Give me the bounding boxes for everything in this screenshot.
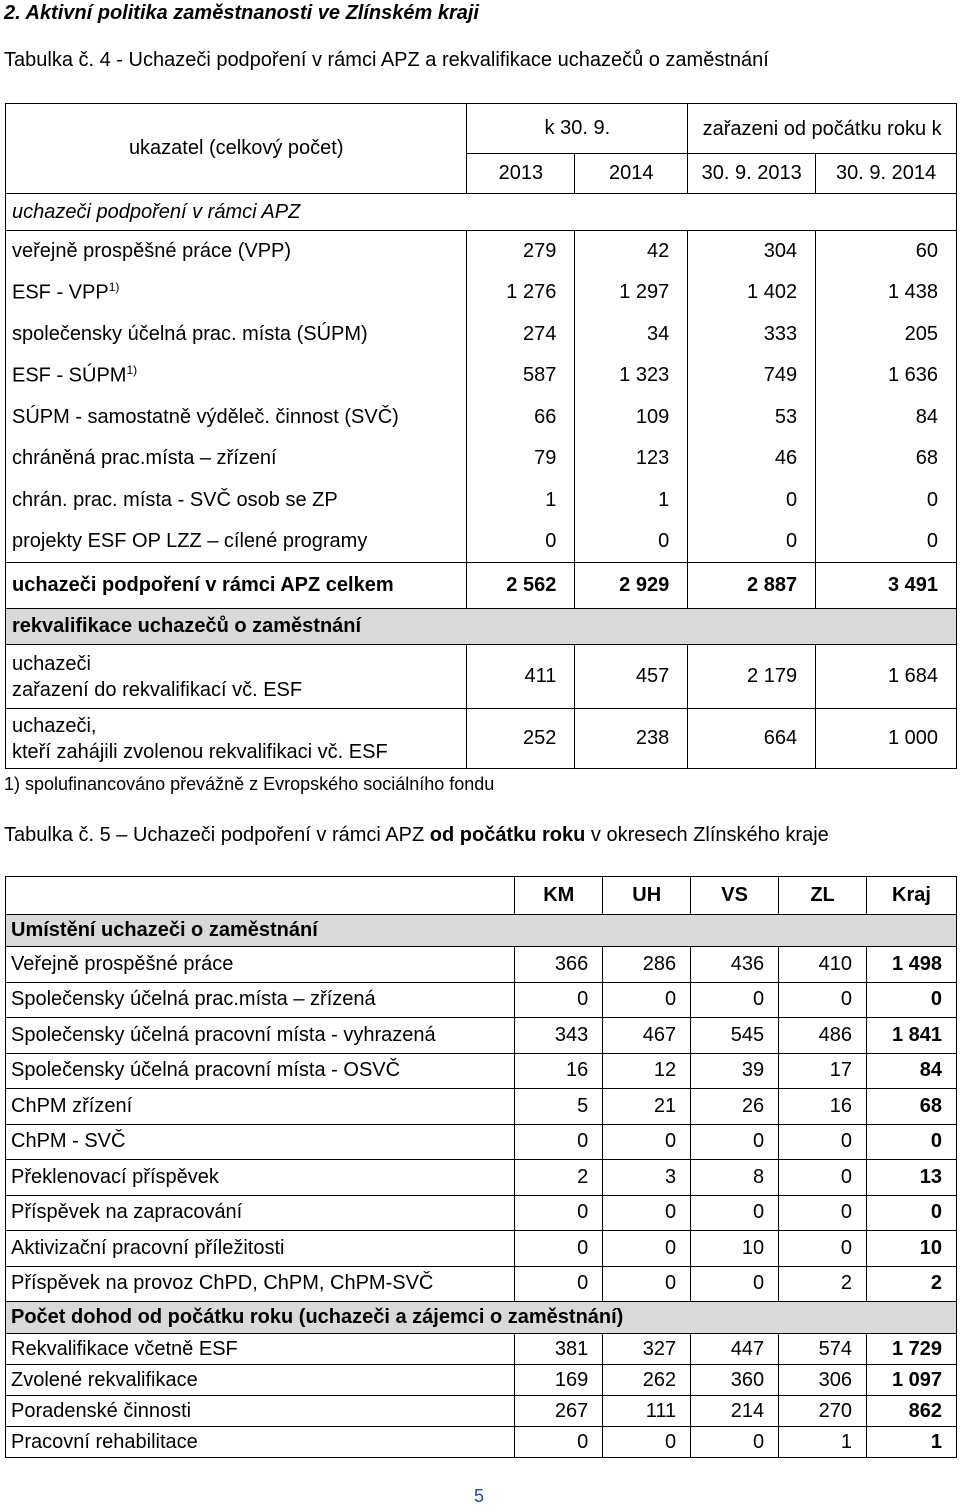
table4 (5, 103, 957, 769)
table4-cell: 0 (688, 521, 816, 563)
table4-cell: 84 (816, 397, 957, 439)
table4-cell: 1 438 (816, 272, 957, 314)
table5-row (6, 1160, 957, 1196)
table5-cell: 39 (691, 1053, 779, 1089)
table4-cell: 53 (688, 397, 816, 439)
table4-cell: 1 684 (816, 645, 957, 709)
table5-cell: 0 (515, 1195, 603, 1231)
table5-cell: 16 (515, 1053, 603, 1089)
table5-kraj-cell: 68 (867, 1089, 957, 1125)
table5-cell: 447 (691, 1334, 779, 1365)
table5-cell: 574 (779, 1334, 867, 1365)
table5-cell: 5 (515, 1089, 603, 1125)
table4-cell: 457 (575, 645, 688, 709)
footnote-marker: 1) (108, 280, 120, 295)
table5-cell: 0 (603, 1231, 691, 1267)
table4-cell: 1 402 (688, 272, 816, 314)
table4-cell: 109 (575, 397, 688, 439)
table5-cell: 343 (515, 1018, 603, 1054)
table5-cell: 2 (779, 1266, 867, 1302)
table5-cell: 0 (603, 1124, 691, 1160)
table4-col-4: 30. 9. 2014 (816, 154, 957, 194)
table4-cell: 1 636 (816, 355, 957, 397)
table5-cell: 0 (779, 1231, 867, 1267)
table4-cell: 279 (467, 231, 575, 273)
table4-cell: 0 (816, 480, 957, 522)
row-label-text: ESF - VPP (12, 282, 109, 305)
rekval-line2: zařazení do rekvalifikací vč. ESF (12, 678, 303, 701)
table5-cell: 21 (603, 1089, 691, 1125)
table4-cell: 587 (467, 355, 575, 397)
table5-cell: 1 (779, 1427, 867, 1458)
table5-cell: 0 (779, 1160, 867, 1196)
table5-cell: 0 (603, 1195, 691, 1231)
table4-header-label: ukazatel (celkový počet) (6, 104, 467, 194)
table5-caption-part: Tabulka č. 5 – Uchazeči podpoření v rámci APZ (4, 824, 430, 846)
table5-cell: 0 (515, 1266, 603, 1302)
table4-row (6, 480, 957, 522)
table4-cell: 1 297 (575, 272, 688, 314)
table4-cell: 664 (688, 709, 816, 769)
table4-cell: 274 (467, 314, 575, 356)
table4-row (6, 314, 957, 356)
table4-group2: zařazeni od počátku roku k (688, 104, 957, 154)
table5-row (6, 1334, 957, 1365)
table5-col-zl: ZL (779, 877, 867, 915)
table4-group1: k 30. 9. (467, 104, 688, 154)
table4-cell: 238 (575, 709, 688, 769)
table4-row-label (6, 355, 467, 397)
table4-cell: 333 (688, 314, 816, 356)
table5-row-label: Příspěvek na provoz ChPD, ChPM, ChPM-SVČ (6, 1266, 515, 1302)
table5-cell: 0 (691, 1266, 779, 1302)
table5-cell: 410 (779, 947, 867, 983)
table5-row-label: Rekvalifikace včetně ESF (6, 1334, 515, 1365)
table4-cell: 205 (816, 314, 957, 356)
table5-row (6, 1266, 957, 1302)
table4-row (6, 521, 957, 563)
row-label-text: projekty ESF OP LZZ – cílené programy (12, 530, 368, 552)
table5-row-label: Společensky účelná pracovní místa - vyhrazená (6, 1018, 515, 1054)
table4-cell: 411 (467, 645, 575, 709)
table5-row-label: Aktivizační pracovní příležitosti (6, 1231, 515, 1267)
table4-cell: 34 (575, 314, 688, 356)
table5-cell: 486 (779, 1018, 867, 1054)
table4-rekval-label (6, 709, 467, 769)
table4-row-label (6, 397, 467, 439)
table5-section-dohody: Počet dohod od počátku roku (uchazeči a zájemci o zaměstnání) (6, 1302, 957, 1334)
table4-cell: 79 (467, 438, 575, 480)
table5-col-vs: VS (691, 877, 779, 915)
table4-row-label (6, 438, 467, 480)
table4-cell: 1 276 (467, 272, 575, 314)
table4-total-value: 3 491 (816, 563, 957, 609)
table5-cell: 111 (603, 1396, 691, 1427)
table5-cell: 0 (691, 1124, 779, 1160)
table4-col-1: 2013 (467, 154, 575, 194)
table5-kraj-cell: 1 498 (867, 947, 957, 983)
table5-cell: 0 (515, 1124, 603, 1160)
table5-row (6, 1053, 957, 1089)
table4-cell: 749 (688, 355, 816, 397)
table5-caption-part: v okresech Zlínského kraje (585, 824, 829, 846)
table5-kraj-cell: 1 (867, 1427, 957, 1458)
table5-row-label: ChPM - SVČ (6, 1124, 515, 1160)
table4-rekval-label (6, 645, 467, 709)
rekval-line1: uchazeči, (12, 714, 97, 737)
table4-col-2: 2014 (575, 154, 688, 194)
table4-cell: 60 (816, 231, 957, 273)
table5-cell: 0 (515, 982, 603, 1018)
table5-row (6, 1427, 957, 1458)
table5-row (6, 1365, 957, 1396)
table5-cell: 467 (603, 1018, 691, 1054)
table5-cell: 436 (691, 947, 779, 983)
rekval-line2: kteří zahájili zvolenou rekvalifikaci vč. ESF (12, 740, 388, 763)
table4-cell: 304 (688, 231, 816, 273)
table5-cell: 0 (691, 982, 779, 1018)
table5-corner (6, 877, 515, 915)
row-label-text: chrán. prac. místa - SVČ osob se ZP (12, 488, 338, 511)
row-label-text: SÚPM - samostatně výděleč. činnost (SVČ) (12, 405, 399, 428)
table5-cell: 270 (779, 1396, 867, 1427)
table5-cell: 26 (691, 1089, 779, 1125)
row-label-text: veřejně prospěšné práce (VPP) (12, 240, 292, 262)
table5-row (6, 1396, 957, 1427)
table5-kraj-cell: 1 729 (867, 1334, 957, 1365)
table5-cell: 381 (515, 1334, 603, 1365)
table5-row-label: Veřejně prospěšné práce (6, 947, 515, 983)
table4-total-value: 2 929 (575, 563, 688, 609)
table4-row (6, 355, 957, 397)
table5-row-label: Zvolené rekvalifikace (6, 1365, 515, 1396)
table5-row (6, 982, 957, 1018)
table5-cell: 8 (691, 1160, 779, 1196)
table4-cell: 1 323 (575, 355, 688, 397)
table5-row (6, 1089, 957, 1125)
table5-kraj-cell: 2 (867, 1266, 957, 1302)
table4-row (6, 438, 957, 480)
table5-cell: 3 (603, 1160, 691, 1196)
table4-cell: 66 (467, 397, 575, 439)
table5-kraj-cell: 0 (867, 1124, 957, 1160)
table5-row (6, 1195, 957, 1231)
table4-total-label: uchazeči podpoření v rámci APZ celkem (6, 563, 467, 609)
row-label-text: ESF - SÚPM (12, 365, 127, 388)
table5-kraj-cell: 10 (867, 1231, 957, 1267)
table5-caption-bold: od počátku roku (429, 824, 586, 846)
table4-row-label (6, 272, 467, 314)
table5-cell: 0 (779, 1124, 867, 1160)
table5-cell: 0 (515, 1231, 603, 1267)
table5-kraj-cell: 84 (867, 1053, 957, 1089)
table5-row (6, 947, 957, 983)
table4-total-value: 2 887 (688, 563, 816, 609)
row-label-text: společensky účelná prac. místa (SÚPM) (12, 322, 368, 345)
table5-cell: 0 (603, 1427, 691, 1458)
table5-cell: 327 (603, 1334, 691, 1365)
table4-row-label (6, 314, 467, 356)
table4-cell: 0 (688, 480, 816, 522)
table5-cell: 545 (691, 1018, 779, 1054)
table5-cell: 0 (515, 1427, 603, 1458)
table5-row-label: Společensky účelná pracovní místa - OSVČ (6, 1053, 515, 1089)
section-heading: 2. Aktivní politika zaměstnanosti ve Zlínském kraji (4, 2, 479, 24)
table5-cell: 0 (779, 1195, 867, 1231)
table4-cell: 68 (816, 438, 957, 480)
table5-col-kraj: Kraj (867, 877, 957, 915)
table4-cell: 1 (575, 480, 688, 522)
table5-cell: 16 (779, 1089, 867, 1125)
table5-section-umisteni: Umístění uchazeči o zaměstnání (6, 915, 957, 947)
table5-cell: 169 (515, 1365, 603, 1396)
table5-cell: 0 (691, 1195, 779, 1231)
table5-row-label: Příspěvek na zapracování (6, 1195, 515, 1231)
table4-cell: 123 (575, 438, 688, 480)
table5-cell: 0 (691, 1427, 779, 1458)
table5-kraj-cell: 0 (867, 982, 957, 1018)
table5-row-label: Překlenovací příspěvek (6, 1160, 515, 1196)
table5-cell: 306 (779, 1365, 867, 1396)
table4-col-3: 30. 9. 2013 (688, 154, 816, 194)
table4-section-apz: uchazeči podpoření v rámci APZ (6, 194, 957, 231)
table4-cell: 0 (467, 521, 575, 563)
table4-cell: 2 179 (688, 645, 816, 709)
table5-cell: 2 (515, 1160, 603, 1196)
table5-col-uh: UH (603, 877, 691, 915)
table5-row-label: Pracovní rehabilitace (6, 1427, 515, 1458)
table5-cell: 360 (691, 1365, 779, 1396)
table4-cell: 42 (575, 231, 688, 273)
table5-cell: 366 (515, 947, 603, 983)
table5-kraj-cell: 862 (867, 1396, 957, 1427)
table5-cell: 214 (691, 1396, 779, 1427)
table4-section-rekval: rekvalifikace uchazečů o zaměstnání (6, 609, 957, 645)
table5-row (6, 1231, 957, 1267)
table5-row (6, 1018, 957, 1054)
table4-caption: Tabulka č. 4 - Uchazeči podpoření v rámci APZ a rekvalifikace uchazečů o zaměstnání (4, 49, 769, 71)
table4-total-value: 2 562 (467, 563, 575, 609)
table5-caption (4, 821, 956, 849)
table5-cell: 286 (603, 947, 691, 983)
page-number: 5 (474, 1486, 485, 1506)
table4-cell: 0 (575, 521, 688, 563)
table5-kraj-cell: 0 (867, 1195, 957, 1231)
table4-row-label (6, 521, 467, 563)
table4-cell: 46 (688, 438, 816, 480)
table4-row (6, 231, 957, 273)
footnote-marker: 1) (126, 363, 138, 378)
table5-row (6, 1124, 957, 1160)
table5-cell: 10 (691, 1231, 779, 1267)
table4-cell: 252 (467, 709, 575, 769)
table5-cell: 12 (603, 1053, 691, 1089)
table5-kraj-cell: 1 841 (867, 1018, 957, 1054)
table5-kraj-cell: 13 (867, 1160, 957, 1196)
rekval-line1: uchazeči (12, 652, 91, 675)
table5-col-km: KM (515, 877, 603, 915)
table5-cell: 267 (515, 1396, 603, 1427)
table4-cell: 1 000 (816, 709, 957, 769)
table4-row-label (6, 231, 467, 273)
table5-cell: 0 (603, 1266, 691, 1302)
table5-row-label: Poradenské činnosti (6, 1396, 515, 1427)
row-label-text: chráněná prac.místa – zřízení (12, 447, 277, 470)
table5-cell: 0 (603, 982, 691, 1018)
table5-cell: 0 (779, 982, 867, 1018)
table5-row-label: ChPM zřízení (6, 1089, 515, 1125)
table5 (5, 876, 957, 1458)
table5-kraj-cell: 1 097 (867, 1365, 957, 1396)
table5-cell: 17 (779, 1053, 867, 1089)
table5-row-label: Společensky účelná prac.místa – zřízená (6, 982, 515, 1018)
table4-cell: 1 (467, 480, 575, 522)
table4-footnote: 1) spolufinancováno převážně z Evropského sociálního fondu (4, 774, 495, 794)
table4-row (6, 397, 957, 439)
table4-row-label (6, 480, 467, 522)
table5-cell: 262 (603, 1365, 691, 1396)
table4-cell: 0 (816, 521, 957, 563)
table4-row (6, 272, 957, 314)
